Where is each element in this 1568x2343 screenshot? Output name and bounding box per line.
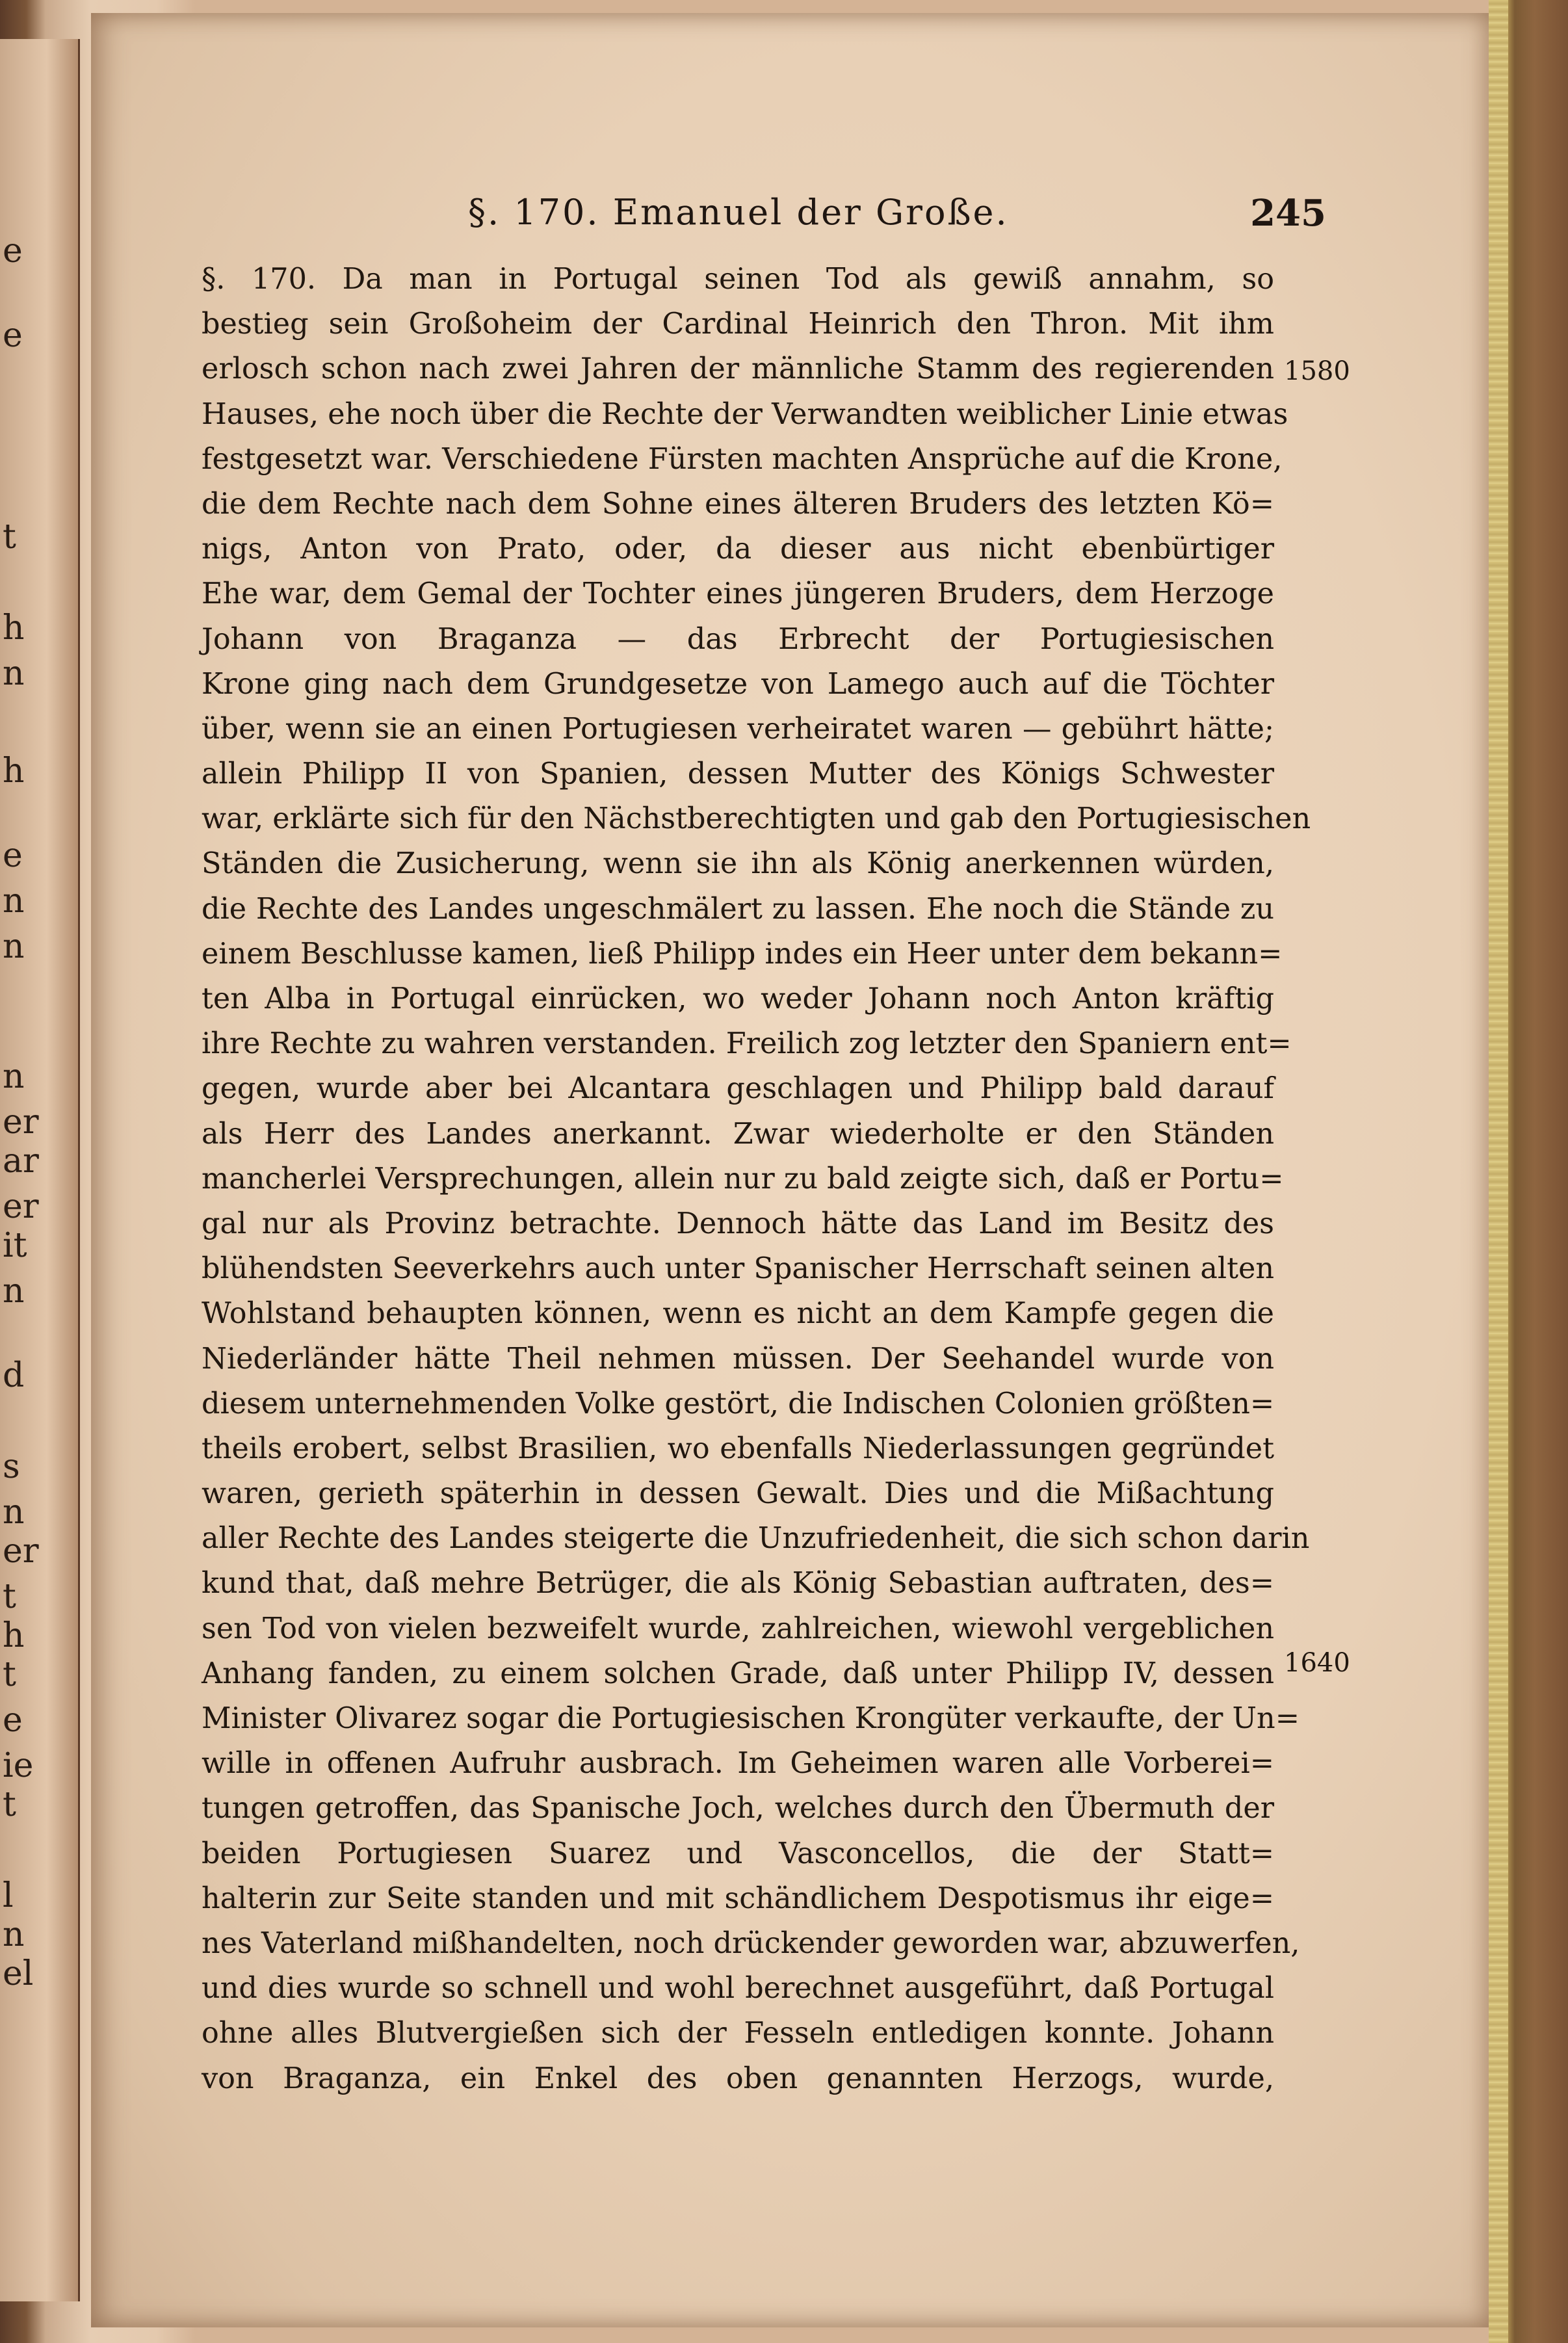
left-page-fragment: s bbox=[3, 1447, 20, 1486]
text-line: nigs, Anton von Prato, oder, da dieser aus nicht ebenbürtiger bbox=[202, 532, 1274, 566]
left-page-fragment: n bbox=[3, 1493, 25, 1532]
text-line: war, erklärte sich für den Nächstberechtigten und gab den Portugiesischen bbox=[202, 802, 1311, 836]
running-header bbox=[468, 192, 1489, 250]
text-line: einem Beschlusse kamen, ließ Philipp indes ein Heer unter dem bekann= bbox=[202, 937, 1283, 971]
text-line: ihre Rechte zu wahren verstanden. Freilich zog letzter den Spaniern ent= bbox=[202, 1027, 1292, 1061]
left-page-fragment: t bbox=[3, 1785, 16, 1824]
text-line: blühendsten Seeverkehrs auch unter Spanischer Herrschaft seinen alten bbox=[202, 1252, 1274, 1286]
text-line: Niederländer hätte Theil nehmen müssen. Der Seehandel wurde von bbox=[202, 1342, 1274, 1376]
left-page-fragment: e bbox=[3, 836, 23, 875]
text-line: Johann von Braganza — das Erbrecht der Portugiesischen bbox=[202, 622, 1274, 656]
left-page-fragment: ar bbox=[3, 1142, 39, 1181]
left-page-fragment: n bbox=[3, 927, 25, 966]
gilt-page-edges bbox=[1489, 0, 1508, 2343]
text-line: ten Alba in Portugal einrücken, wo weder Johann noch Anton kräftig bbox=[202, 982, 1274, 1015]
text-line: als Herr des Landes anerkannt. Zwar wiederholte er den Ständen bbox=[202, 1117, 1274, 1151]
text-line: bestieg sein Großoheim der Cardinal Heinrich den Thron. Mit ihm bbox=[202, 308, 1274, 341]
text-line: die Rechte des Landes ungeschmälert zu lassen. Ehe noch die Stände zu bbox=[202, 892, 1274, 926]
left-page-fragment: er bbox=[3, 1187, 39, 1226]
left-page-fragment: t bbox=[3, 517, 16, 556]
text-line: halterin zur Seite standen und mit schändlichem Despotismus ihr eige= bbox=[202, 1881, 1274, 1915]
text-line: gal nur als Provinz betrachte. Dennoch hätte das Land im Besitz des bbox=[202, 1207, 1274, 1240]
text-line: ohne alles Blutvergießen sich der Fesseln entledigen konnte. Johann bbox=[202, 2017, 1274, 2050]
left-page-fragment: h bbox=[3, 1616, 25, 1655]
left-page-fragment: e bbox=[3, 231, 23, 270]
text-line: kund that, daß mehre Betrüger, die als König Sebastian auftraten, des= bbox=[202, 1567, 1274, 1601]
left-page-fragment: n bbox=[3, 1057, 25, 1096]
text-line: von Braganza, ein Enkel des oben genannten Herzogs, wurde, bbox=[202, 2062, 1274, 2095]
left-page-fragment: er bbox=[3, 1532, 39, 1571]
left-page-fragment: n bbox=[3, 1272, 25, 1311]
text-line: beiden Portugiesen Suarez und Vasconcellos, die der Statt= bbox=[202, 1837, 1274, 1870]
text-line: festgesetzt war. Verschiedene Fürsten machten Ansprüche auf die Krone, bbox=[202, 442, 1283, 476]
text-line: gegen, wurde aber bei Alcantara geschlagen und Philipp bald darauf bbox=[202, 1072, 1274, 1106]
text-line: allein Philipp II von Spanien, dessen Mutter des Königs Schwester bbox=[202, 757, 1274, 791]
text-line: Krone ging nach dem Grundgesetze von Lamego auch auf die Töchter bbox=[202, 667, 1274, 701]
text-line: waren, gerieth späterhin in dessen Gewalt. Dies und die Mißachtung bbox=[202, 1477, 1274, 1511]
left-page-fragment: d bbox=[3, 1356, 25, 1395]
left-page-edge bbox=[0, 39, 80, 2301]
left-page-fragment: el bbox=[3, 1954, 34, 1993]
text-line: die dem Rechte nach dem Sohne eines älteren Bruders des letzten Kö= bbox=[202, 487, 1274, 521]
text-line: Ständen die Zusicherung, wenn sie ihn als König anerkennen würden, bbox=[202, 847, 1274, 881]
text-line: §. 170. Da man in Portugal seinen Tod als gewiß annahm, so bbox=[202, 263, 1274, 296]
text-line: theils erobert, selbst Brasilien, wo ebenfalls Niederlassungen gegründet bbox=[202, 1432, 1274, 1465]
text-line: diesem unternehmenden Volke gestört, die Indischen Colonien größten= bbox=[202, 1387, 1275, 1420]
text-line: sen Tod von vielen bezweifelt wurde, zahlreichen, wiewohl vergeblichen bbox=[202, 1612, 1274, 1645]
text-line: Wohlstand behaupten können, wenn es nicht an dem Kampfe gegen die bbox=[202, 1297, 1274, 1331]
text-line: Minister Olivarez sogar die Portugiesischen Krongüter verkaufte, der Un= bbox=[202, 1702, 1300, 1735]
text-line: Anhang fanden, zu einem solchen Grade, daß unter Philipp IV, dessen bbox=[202, 1656, 1274, 1690]
left-page-fragment: ie bbox=[3, 1746, 34, 1785]
text-line: Hauses, ehe noch über die Rechte der Verwandten weiblicher Linie etwas bbox=[202, 397, 1288, 431]
body-text bbox=[202, 257, 1311, 2101]
text-line: mancherlei Versprechungen, allein nur zu bald zeigte sich, daß er Portu= bbox=[202, 1162, 1284, 1196]
text-line: nes Vaterland mißhandelten, noch drückender geworden war, abzuwerfen, bbox=[202, 1926, 1300, 1960]
text-line: wille in offenen Aufruhr ausbrach. Im Geheimen waren alle Vorberei= bbox=[202, 1747, 1274, 1781]
text-line: tungen getroffen, das Spanische Joch, welches durch den Übermuth der bbox=[202, 1792, 1274, 1826]
left-page-fragment: h bbox=[3, 752, 25, 791]
text-line: erlosch schon nach zwei Jahren der männliche Stamm des regierenden bbox=[202, 352, 1274, 386]
text-line: Ehe war, dem Gemal der Tochter eines jüngeren Bruders, dem Herzoge bbox=[202, 577, 1274, 611]
running-title: §. 170. Emanuel der Große. bbox=[468, 192, 1009, 233]
left-page-fragment: n bbox=[3, 882, 25, 921]
left-page-fragment: n bbox=[3, 654, 25, 693]
margin-year-1580: 1580 bbox=[1284, 356, 1350, 386]
left-page-fragment: er bbox=[3, 1103, 39, 1142]
page-number: 245 bbox=[1250, 192, 1326, 235]
left-page-fragment: t bbox=[3, 1577, 16, 1616]
left-page-fragment: h bbox=[3, 609, 25, 648]
book-cover-edge bbox=[1489, 0, 1568, 2343]
left-page-fragment: e bbox=[3, 316, 23, 355]
left-page-fragment: it bbox=[3, 1226, 27, 1265]
text-line: über, wenn sie an einen Portugiesen verheiratet waren — gebührt hätte; bbox=[202, 712, 1274, 746]
left-page-fragment: t bbox=[3, 1655, 16, 1694]
text-line: und dies wurde so schnell und wohl berechnet ausgeführt, daß Portugal bbox=[202, 1972, 1274, 2006]
text-line: aller Rechte des Landes steigerte die Unzufriedenheit, die sich schon darin bbox=[202, 1522, 1310, 1556]
left-page-fragment: l bbox=[3, 1876, 14, 1915]
margin-year-1640: 1640 bbox=[1284, 1648, 1350, 1678]
left-page-fragment: n bbox=[3, 1915, 25, 1954]
left-page-fragment: e bbox=[3, 1701, 23, 1740]
